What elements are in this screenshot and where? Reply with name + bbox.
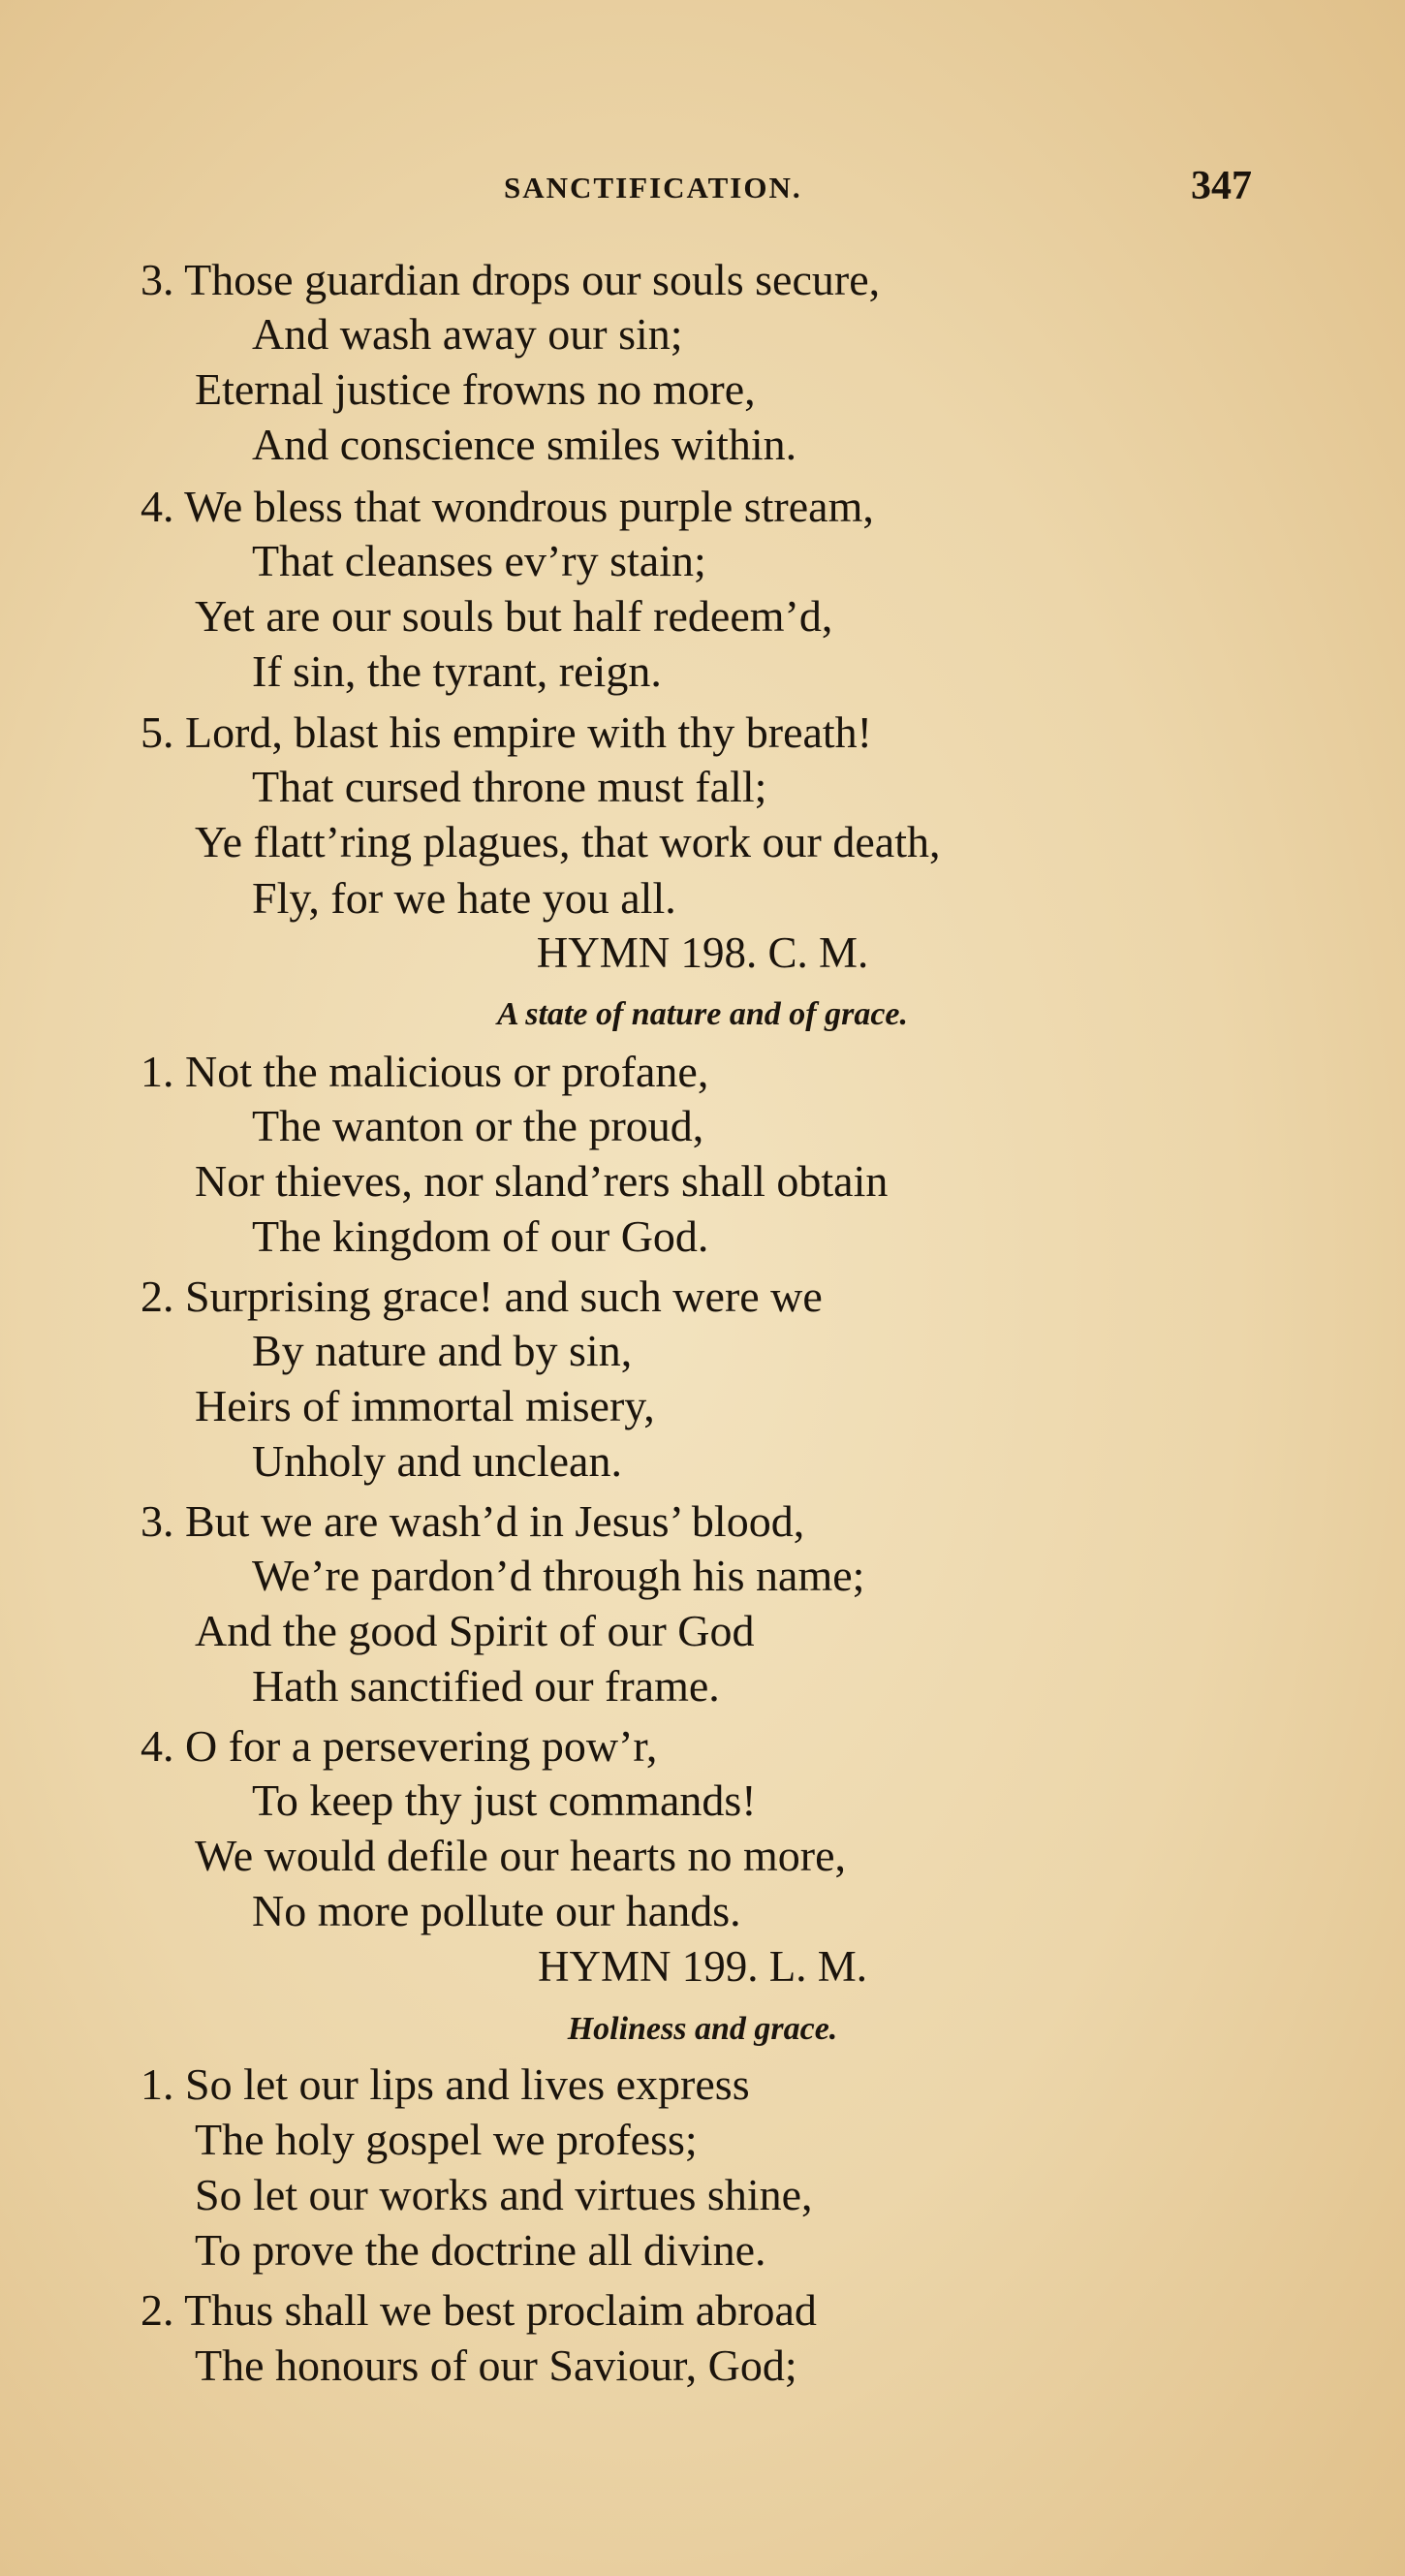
stanza-line: 5. Lord, blast his empire with thy breath!	[140, 707, 873, 757]
stanza-line: Unholy and unclean.	[252, 1436, 622, 1486]
stanza-line: And conscience smiles within.	[252, 420, 797, 469]
stanza-line: 1. So let our lips and lives express	[140, 2059, 750, 2109]
stanza-line: We would defile our hearts no more,	[195, 1831, 847, 1880]
stanza-line: 1. Not the malicious or profane,	[140, 1047, 709, 1096]
hymn-198-heading: HYMN 198. C. M.	[536, 928, 869, 977]
hymn-199-subtitle: Holiness and grace.	[567, 2011, 838, 2047]
page-header	[136, 163, 1260, 221]
stanza-line: 3. But we are wash’d in Jesus’ blood,	[140, 1496, 805, 1546]
stanza-line: No more pollute our hands.	[252, 1886, 741, 1935]
stanza-line: Ye flatt’ring plagues, that work our death,	[195, 817, 941, 866]
hymn-198-subtitle: A state of nature and of grace.	[496, 996, 909, 1032]
page-number: 347	[1191, 164, 1252, 208]
stanza-line: And wash away our sin;	[252, 309, 683, 359]
stanza-line: Heirs of immortal misery,	[195, 1381, 655, 1430]
stanza-line: Fly, for we hate you all.	[252, 873, 676, 923]
stanza-line: We’re pardon’d through his name;	[252, 1551, 865, 1600]
stanza-line: Yet are our souls but half redeem’d,	[195, 591, 833, 641]
stanza-line: 3. Those guardian drops our souls secure,	[140, 255, 881, 304]
running-title: SANCTIFICATION.	[504, 171, 802, 204]
stanza-line: 2. Thus shall we best proclaim abroad	[140, 2285, 817, 2335]
stanza-line: By nature and by sin,	[252, 1326, 633, 1375]
stanza-line: To keep thy just commands!	[252, 1775, 757, 1825]
stanza-line: To prove the doctrine all divine.	[195, 2225, 766, 2275]
stanza-line: 4. We bless that wondrous purple stream,	[140, 482, 874, 531]
stanza-line: 2. Surprising grace! and such were we	[140, 1272, 823, 1321]
stanza-line: Hath sanctified our frame.	[252, 1661, 720, 1711]
stanza-line: That cursed throne must fall;	[252, 762, 767, 811]
stanza-line: Eternal justice frowns no more,	[195, 364, 756, 414]
hymn-199-heading: HYMN 199. L. M.	[537, 1942, 867, 1991]
stanza-line: The wanton or the proud,	[252, 1101, 704, 1150]
stanza-line: The kingdom of our God.	[252, 1211, 709, 1261]
stanza-line: The holy gospel we profess;	[195, 2115, 698, 2164]
stanza-line: If sin, the tyrant, reign.	[252, 646, 662, 696]
stanza-line: Nor thieves, nor sland’rers shall obtain	[195, 1156, 889, 1206]
stanza-line: The honours of our Saviour, God;	[195, 2340, 797, 2390]
stanza-line: So let our works and virtues shine,	[195, 2170, 813, 2219]
stanza-line: 4. O for a persevering pow’r,	[140, 1721, 658, 1771]
stanza-line: That cleanses ev’ry stain;	[252, 536, 706, 585]
stanza-line: And the good Spirit of our God	[195, 1606, 755, 1655]
